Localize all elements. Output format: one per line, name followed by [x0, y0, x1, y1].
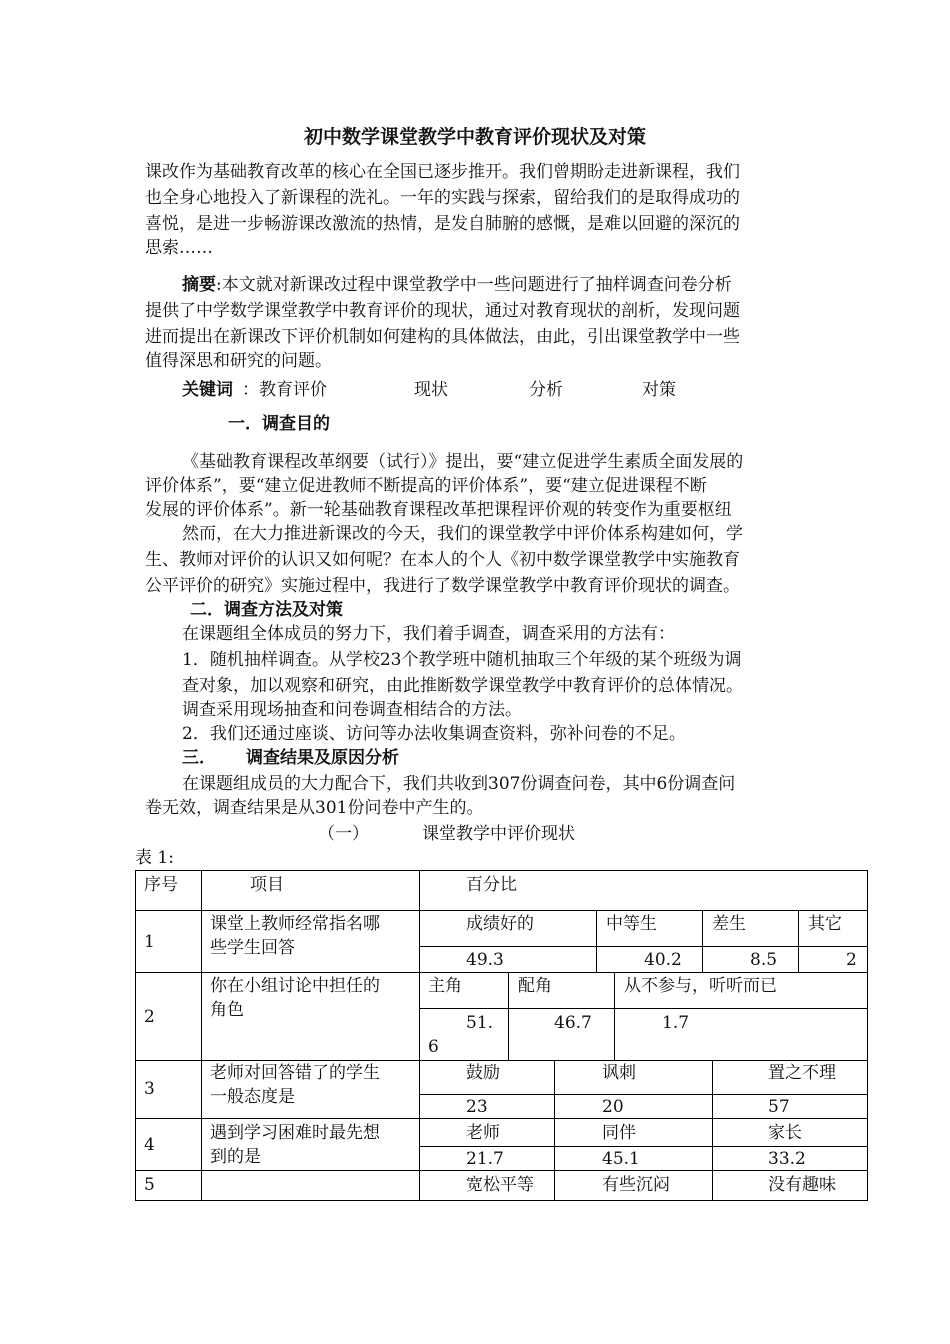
option: 配角 [518, 976, 552, 996]
section1-line: 然而，在大力推进新课改的今天，我们的课堂教学中评价体系构建如何，学 [182, 524, 743, 544]
section2-line: 在课题组全体成员的努力下，我们着手调查，调查采用的方法有： [182, 624, 675, 644]
option: 从不参与，听听而已 [624, 976, 777, 996]
section1-line: 公平评价的研究》实施过程中，我进行了数学课堂教学中教育评价现状的调查。 [145, 576, 740, 596]
table-rule [135, 910, 868, 911]
section2-line: 查对象，加以观察和研究，由此推断数学课堂教学中教育评价的总体情况。 [182, 676, 743, 696]
subsection-number: （一） [318, 824, 369, 844]
table-rule [554, 1170, 555, 1200]
row-item: 你在小组讨论中担任的 [210, 976, 380, 996]
section2-line: 1．随机抽样调查。从学校23个教学班中随机抽取三个年级的某个班级为调 [182, 650, 742, 670]
abstract-line: 进而提出在新课改下评价机制如何建构的具体做法，由此，引出课堂教学中一些 [145, 327, 740, 347]
section3-heading: 调查结果及原因分析 [246, 748, 399, 768]
table-rule [419, 870, 420, 1201]
table-rule [702, 910, 703, 972]
abstract-text: :本文就对新课改过程中课堂教学中一些问题进行了抽样调查问卷分析 [216, 275, 732, 295]
option: 主角 [428, 976, 462, 996]
option: 成绩好的 [466, 914, 534, 934]
table-rule [419, 1094, 868, 1095]
value: 33.2 [768, 1149, 806, 1169]
keywords-label: 关键词 [182, 380, 233, 400]
keyword: 分析 [529, 380, 563, 400]
row-number: 3 [144, 1079, 155, 1099]
table-rule [712, 1118, 713, 1170]
abstract-line: 值得深思和研究的问题。 [145, 351, 332, 371]
value: 45.1 [602, 1149, 640, 1169]
table-rule [135, 1170, 868, 1171]
option: 有些沉闷 [602, 1175, 670, 1195]
section1-line: 《基础教育课程改革纲要（试行）》提出，要“建立促进学生素质全面发展的 [182, 452, 744, 472]
value: 57 [768, 1097, 790, 1117]
row-number: 4 [144, 1135, 155, 1155]
option: 置之不理 [768, 1063, 836, 1083]
row-number: 2 [144, 1007, 155, 1027]
abstract-label: 摘要 [182, 275, 216, 295]
intro-line: 喜悦，是进一步畅游课改激流的热情，是发自肺腑的感慨，是难以回避的深沉的 [145, 214, 740, 234]
table-rule [135, 870, 136, 1201]
section2-line: 2．我们还通过座谈、访问等办法收集调查资料，弥补问卷的不足。 [182, 724, 686, 744]
keyword: ：教育评价 [242, 380, 327, 400]
section3-line: 在课题组成员的大力配合下，我们共收到307份调查问卷，其中6份调查问 [182, 774, 736, 794]
option: 差生 [712, 914, 746, 934]
row-item: 老师对回答错了的学生 [210, 1063, 380, 1083]
table-rule [135, 1118, 868, 1119]
table-caption: 表 1: [135, 848, 174, 868]
section1-line: 生、教师对评价的认识又如何呢？在本人的个人《初中数学课堂教学中实施教育 [145, 550, 740, 570]
row-number: 5 [144, 1175, 155, 1195]
table-rule [201, 870, 202, 1201]
value: 8.5 [750, 950, 778, 970]
table-rule [554, 1060, 555, 1118]
row-item: 角色 [210, 1000, 244, 1020]
value: 51. [466, 1013, 494, 1033]
table-rule [712, 1170, 713, 1200]
abstract-line: 提供了中学数学课堂教学中教育评价的现状，通过对教育现状的剖析，发现问题 [145, 301, 740, 321]
row-item: 课堂上教师经常指名哪 [210, 914, 380, 934]
table-rule [614, 972, 615, 1060]
intro-line: 思索…… [145, 238, 213, 258]
row-item: 遇到学习困难时最先想 [210, 1123, 380, 1143]
table-rule [867, 870, 868, 1201]
table-rule [554, 1118, 555, 1170]
value: 40.2 [644, 950, 682, 970]
value: 1.7 [662, 1013, 690, 1033]
table-rule [508, 972, 509, 1060]
option: 其它 [808, 914, 842, 934]
option: 同伴 [602, 1123, 636, 1143]
option: 宽松平等 [466, 1175, 534, 1195]
value: 23 [466, 1097, 488, 1117]
intro-line: 也全身心地投入了新课程的洗礼。一年的实践与探索，留给我们的是取得成功的 [145, 188, 740, 208]
table-rule [798, 910, 799, 972]
row-item: 些学生回答 [210, 938, 295, 958]
option: 中等生 [606, 914, 657, 934]
section2-line: 调查采用现场抽查和问卷调查相结合的方法。 [182, 700, 522, 720]
table-rule [419, 946, 868, 947]
value: 46.7 [554, 1013, 592, 1033]
header-item: 项目 [250, 875, 284, 895]
row-item: 到的是 [210, 1147, 261, 1167]
option: 鼓励 [466, 1063, 500, 1083]
section1-line: 发展的评价体系”。新一轮基础教育课程改革把课程评价观的转变作为重要枢纽 [145, 500, 732, 520]
keyword: 现状 [414, 380, 448, 400]
section3-heading-number: 三． [182, 748, 216, 768]
intro-line: 课改作为基础教育改革的核心在全国已逐步推开。我们曾期盼走进新课程，我们 [145, 162, 740, 182]
value: 49.3 [466, 950, 504, 970]
section1-line: 评价体系”，要“建立促进教师不断提高的评价体系”，要“建立促进课程不断 [145, 476, 707, 496]
option: 老师 [466, 1123, 500, 1143]
option: 家长 [768, 1123, 802, 1143]
section2-heading: 二．调查方法及对策 [190, 600, 343, 620]
table-rule [596, 910, 597, 972]
abstract-first-line [182, 273, 732, 297]
table-rule [419, 1146, 868, 1147]
table-rule [135, 1060, 868, 1061]
value: 6 [428, 1037, 439, 1057]
value: 2 [846, 950, 857, 970]
value: 20 [602, 1097, 624, 1117]
table-rule [135, 1200, 868, 1201]
keyword: 对策 [642, 380, 676, 400]
document-title: 初中数学课堂教学中教育评价现状及对策 [303, 126, 646, 148]
section3-line: 卷无效，调查结果是从301份问卷中产生的。 [145, 798, 484, 818]
option: 讽刺 [602, 1063, 636, 1083]
table-rule [712, 1060, 713, 1118]
subsection-title: 课堂教学中评价现状 [422, 824, 575, 844]
table-rule [135, 870, 868, 871]
option: 没有趣味 [768, 1175, 836, 1195]
row-item: 一般态度是 [210, 1087, 295, 1107]
header-percentage: 百分比 [466, 875, 517, 895]
row-number: 1 [144, 932, 155, 952]
table-rule [419, 1008, 868, 1009]
section1-heading: 一．调查目的 [228, 414, 330, 434]
header-no: 序号 [144, 875, 178, 895]
value: 21.7 [466, 1149, 504, 1169]
table-rule [135, 972, 868, 973]
